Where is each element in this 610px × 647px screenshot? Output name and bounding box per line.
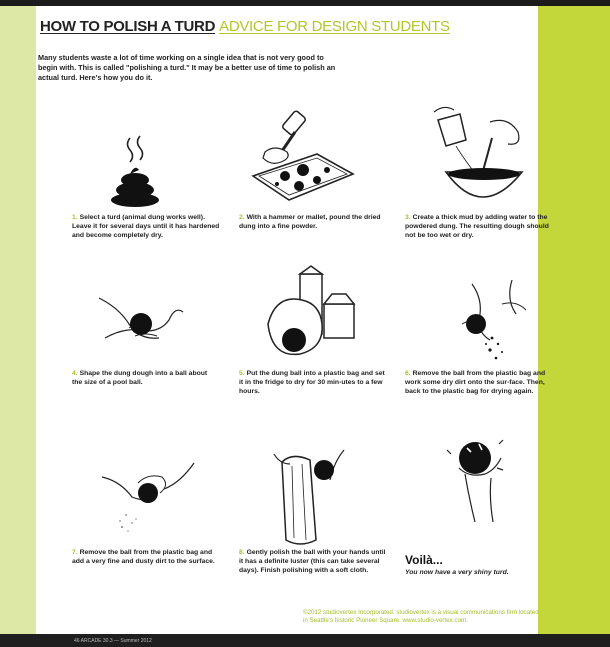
shiny-ball-illustration bbox=[445, 434, 525, 524]
step-3-text bbox=[405, 213, 550, 240]
step-number: 2. bbox=[239, 214, 245, 221]
step-description: Remove the ball from the plastic bag and add a very fine and dusty dirt to the surface. bbox=[72, 549, 215, 565]
dust-hands-illustration bbox=[98, 453, 198, 543]
step-number: 1. bbox=[72, 214, 78, 221]
step-1-text bbox=[72, 213, 222, 240]
step-description: Put the dung ball into a plastic bag and set it in the fridge to dry for 30 min-utes to a few hours. bbox=[239, 370, 385, 395]
intro-paragraph: Many students waste a lot of time working on a single idea that is not very good to begin with. This is called "polishing a turd." It may be a better use of time to polish an actual turd. Here's how you do it. bbox=[38, 53, 336, 82]
hammer-tray-illustration bbox=[245, 106, 360, 206]
step-number: 4. bbox=[72, 370, 78, 377]
step-5-text bbox=[239, 369, 387, 396]
title-main: HOW TO POLISH A TURD bbox=[40, 18, 216, 35]
step-description: Remove the ball from the plastic bag and work some dry dirt onto the sur-face. Then, back to the plastic bag for drying again. bbox=[405, 370, 546, 395]
step-7-text bbox=[72, 548, 222, 566]
step-4-text bbox=[72, 369, 212, 387]
step-2-text bbox=[239, 213, 384, 231]
step-number: 3. bbox=[405, 214, 411, 221]
step-description: Select a turd (animal dung works well). Leave it for several days until it has hardened and become completely dry. bbox=[72, 214, 220, 239]
voila-subtitle: You now have a very shiny turd. bbox=[405, 569, 509, 576]
page-title bbox=[40, 18, 450, 35]
bowl-pour-illustration bbox=[420, 102, 535, 207]
credit-line: ©2012 studiovertex Incorporated. studiovertex is a visual communications firm located in Seattle's historic Pioneer Square. www.studio-vertex.com. bbox=[303, 609, 539, 624]
fridge-bag-illustration bbox=[262, 264, 362, 364]
page-folio: 46 ARCADE 30.3 — Summer 2012 bbox=[74, 638, 152, 644]
hands-ball-illustration bbox=[95, 278, 185, 363]
step-number: 8. bbox=[239, 549, 245, 556]
dirt-hands-illustration bbox=[452, 274, 542, 364]
bottom-strip bbox=[0, 634, 610, 647]
step-description: Create a thick mud by adding water to the powdered dung. The resulting dough should not be too wet or dry. bbox=[405, 214, 549, 239]
step-description: With a hammer or mallet, pound the dried dung into a fine powder. bbox=[239, 214, 381, 230]
step-8-text bbox=[239, 548, 389, 575]
turd-illustration bbox=[100, 134, 170, 209]
step-6-text bbox=[405, 369, 550, 396]
step-description: Shape the dung dough into a ball about the size of a pool ball. bbox=[72, 370, 208, 386]
cloth-polish-illustration bbox=[268, 442, 368, 552]
magazine-page bbox=[0, 6, 562, 634]
title-subtitle: ADVICE FOR DESIGN STUDENTS bbox=[219, 18, 450, 35]
step-number: 6. bbox=[405, 370, 411, 377]
voila-heading: Voilà... bbox=[405, 553, 443, 567]
adjacent-page-band bbox=[562, 6, 610, 634]
step-description: Gently polish the ball with your hands until it has a definite luster (this can take several days). Finish polishing with a soft cloth. bbox=[239, 549, 386, 574]
left-color-band bbox=[0, 6, 36, 634]
step-number: 7. bbox=[72, 549, 78, 556]
step-number: 5. bbox=[239, 370, 245, 377]
